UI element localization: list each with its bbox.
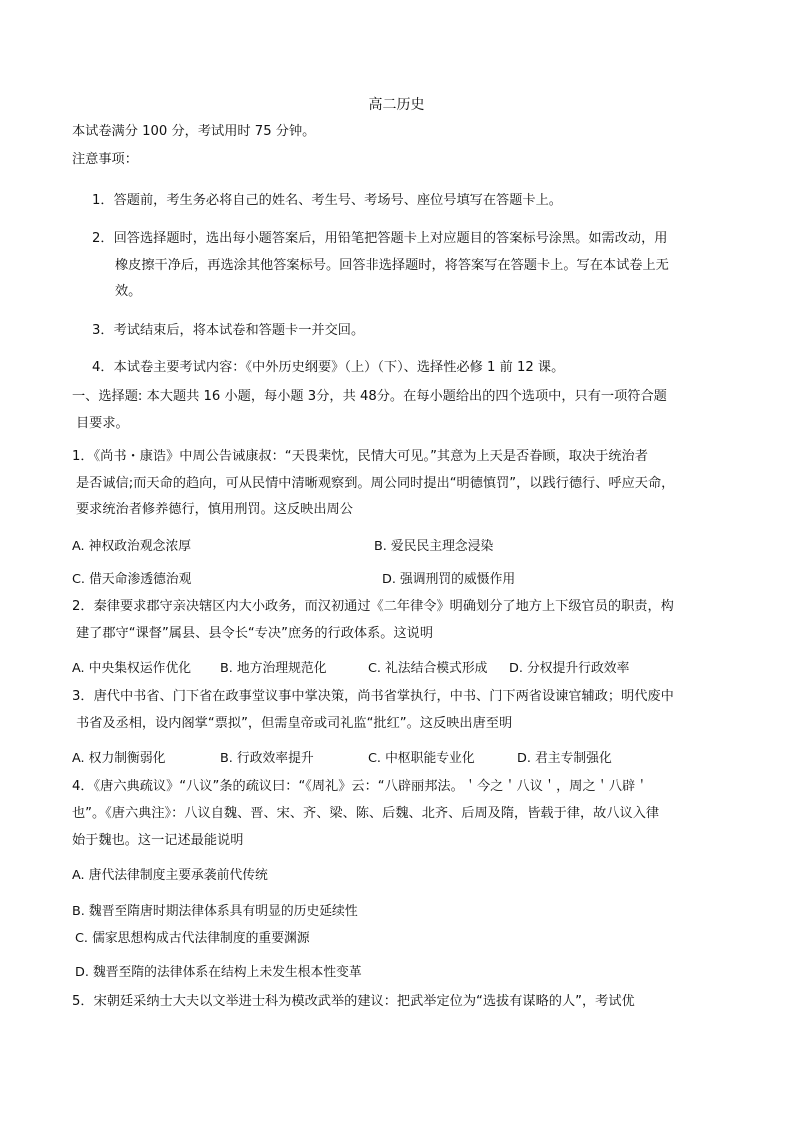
q3-option-d: D. 君主专制强化 <box>517 751 612 766</box>
q1-stem-line-2: 是否诚信;而天命的趋向，可从民情中清晰观察到。周公同时提出“明德慎罚”，以践行德行、呼应天命， <box>76 476 675 491</box>
q1-stem-line-1: 1．《尚书・康诰》中周公告诫康叔：“天畏棐忱，民情大可见。”其意为上天是否眷顾，取决于统治者 <box>72 449 648 464</box>
q4-option-a: A. 唐代法律制度主要承袭前代传统 <box>72 868 268 883</box>
q3-option-a: A. 权力制衡弱化 <box>72 751 166 766</box>
q2-option-d: D. 分权提升行政效率 <box>509 661 630 676</box>
q2-stem-line-2: 建了郡守“课督”属县、县令长“专决”庶务的行政体系。这说明 <box>76 626 434 641</box>
q4-option-c: C. 儒家思想构成古代法律制度的重要渊源 <box>75 931 310 946</box>
q4-stem-line-1: 4．《唐六典疏议》“八议”条的疏议曰：“《周礼》云：“八辟丽邦法。＇今之＇八议＇，周之＇八辟＇ <box>72 779 649 794</box>
q1-option-b: B. 爱民民主理念浸染 <box>374 539 494 554</box>
q2-option-b: B. 地方治理规范化 <box>220 661 327 676</box>
q3-stem-line-2: 书省及丞相，设内阁掌“票拟”，但需皇帝或司礼监“批红”。这反映出唐至明 <box>76 716 513 731</box>
q4-stem-line-2: 也”。《唐六典注》：八议自魏、晋、宋、齐、梁、陈、后魏、北齐、后周及隋，皆载于律，故八议入律 <box>72 806 660 821</box>
note-4: 4．本试卷主要考试内容：《中外历史纲要》（上）（下）、选择性必修 1 前 12 课。 <box>92 360 565 375</box>
q2-option-a: A. 中央集权运作优化 <box>72 661 192 676</box>
q1-stem-line-3: 要求统治者修养德行，慎用刑罚。这反映出周公 <box>76 502 353 517</box>
q4-stem-line-3: 始于魏也。这一记述最能说明 <box>72 833 244 848</box>
q1-option-a: A. 神权政治观念浓厚 <box>72 539 192 554</box>
intro-line-2: 注意事项： <box>72 152 138 167</box>
note-2-line-2: 橡皮擦干净后，再选涂其他答案标号。回答非选择题时，将答案写在答题卡上。写在本试卷上无 <box>115 258 669 273</box>
q5-stem-line-1: 5．宋朝廷采纳士大夫以文举进士科为模改武举的建议：把武举定位为“选拔有谋略的人”，考试优 <box>72 994 635 1009</box>
q3-option-c: C. 中枢职能专业化 <box>368 751 475 766</box>
page-title: 高二历史 <box>368 97 425 113</box>
note-1: 1．答题前，考生务必将自己的姓名、考生号、考场号、座位号填写在答题卡上。 <box>92 193 562 208</box>
note-2-line-3: 效。 <box>115 284 142 299</box>
intro-line-1: 本试卷满分 100 分，考试用时 75 分钟。 <box>72 124 316 139</box>
q2-option-c: C. 礼法结合模式形成 <box>368 661 488 676</box>
q4-option-b: B. 魏晋至隋唐时期法律体系具有明显的历史延续性 <box>72 904 358 919</box>
q1-option-c: C. 借天命渗透德治观 <box>72 572 192 587</box>
note-3: 3．考试结束后，将本试卷和答题卡一并交回。 <box>92 323 365 338</box>
section-1-line-1: 一、选择题: 本大题共 16 小题，每小题 3分，共 48分。在每小题给出的四个选项中，只有一项符合题 <box>72 389 667 404</box>
q3-option-b: B. 行政效率提升 <box>220 751 314 766</box>
section-1-line-2: 目要求。 <box>76 416 129 431</box>
q4-option-d: D. 魏晋至隋的法律体系在结构上未发生根本性变革 <box>75 965 362 980</box>
q3-stem-line-1: 3．唐代中书省、门下省在政事堂议事中掌决策，尚书省掌执行，中书、门下两省设谏官辅政；明代废中 <box>72 689 674 704</box>
note-2-line-1: 2．回答选择题时，选出每小题答案后，用铅笔把答题卡上对应题目的答案标号涂黑。如需改动，用 <box>92 231 668 246</box>
q1-option-d: D. 强调刑罚的威慑作用 <box>382 572 516 587</box>
q2-stem-line-1: 2．秦律要求郡守亲决辖区内大小政务，而汉初通过《二年律令》明确划分了地方上下级官员的职责，构 <box>72 599 674 614</box>
